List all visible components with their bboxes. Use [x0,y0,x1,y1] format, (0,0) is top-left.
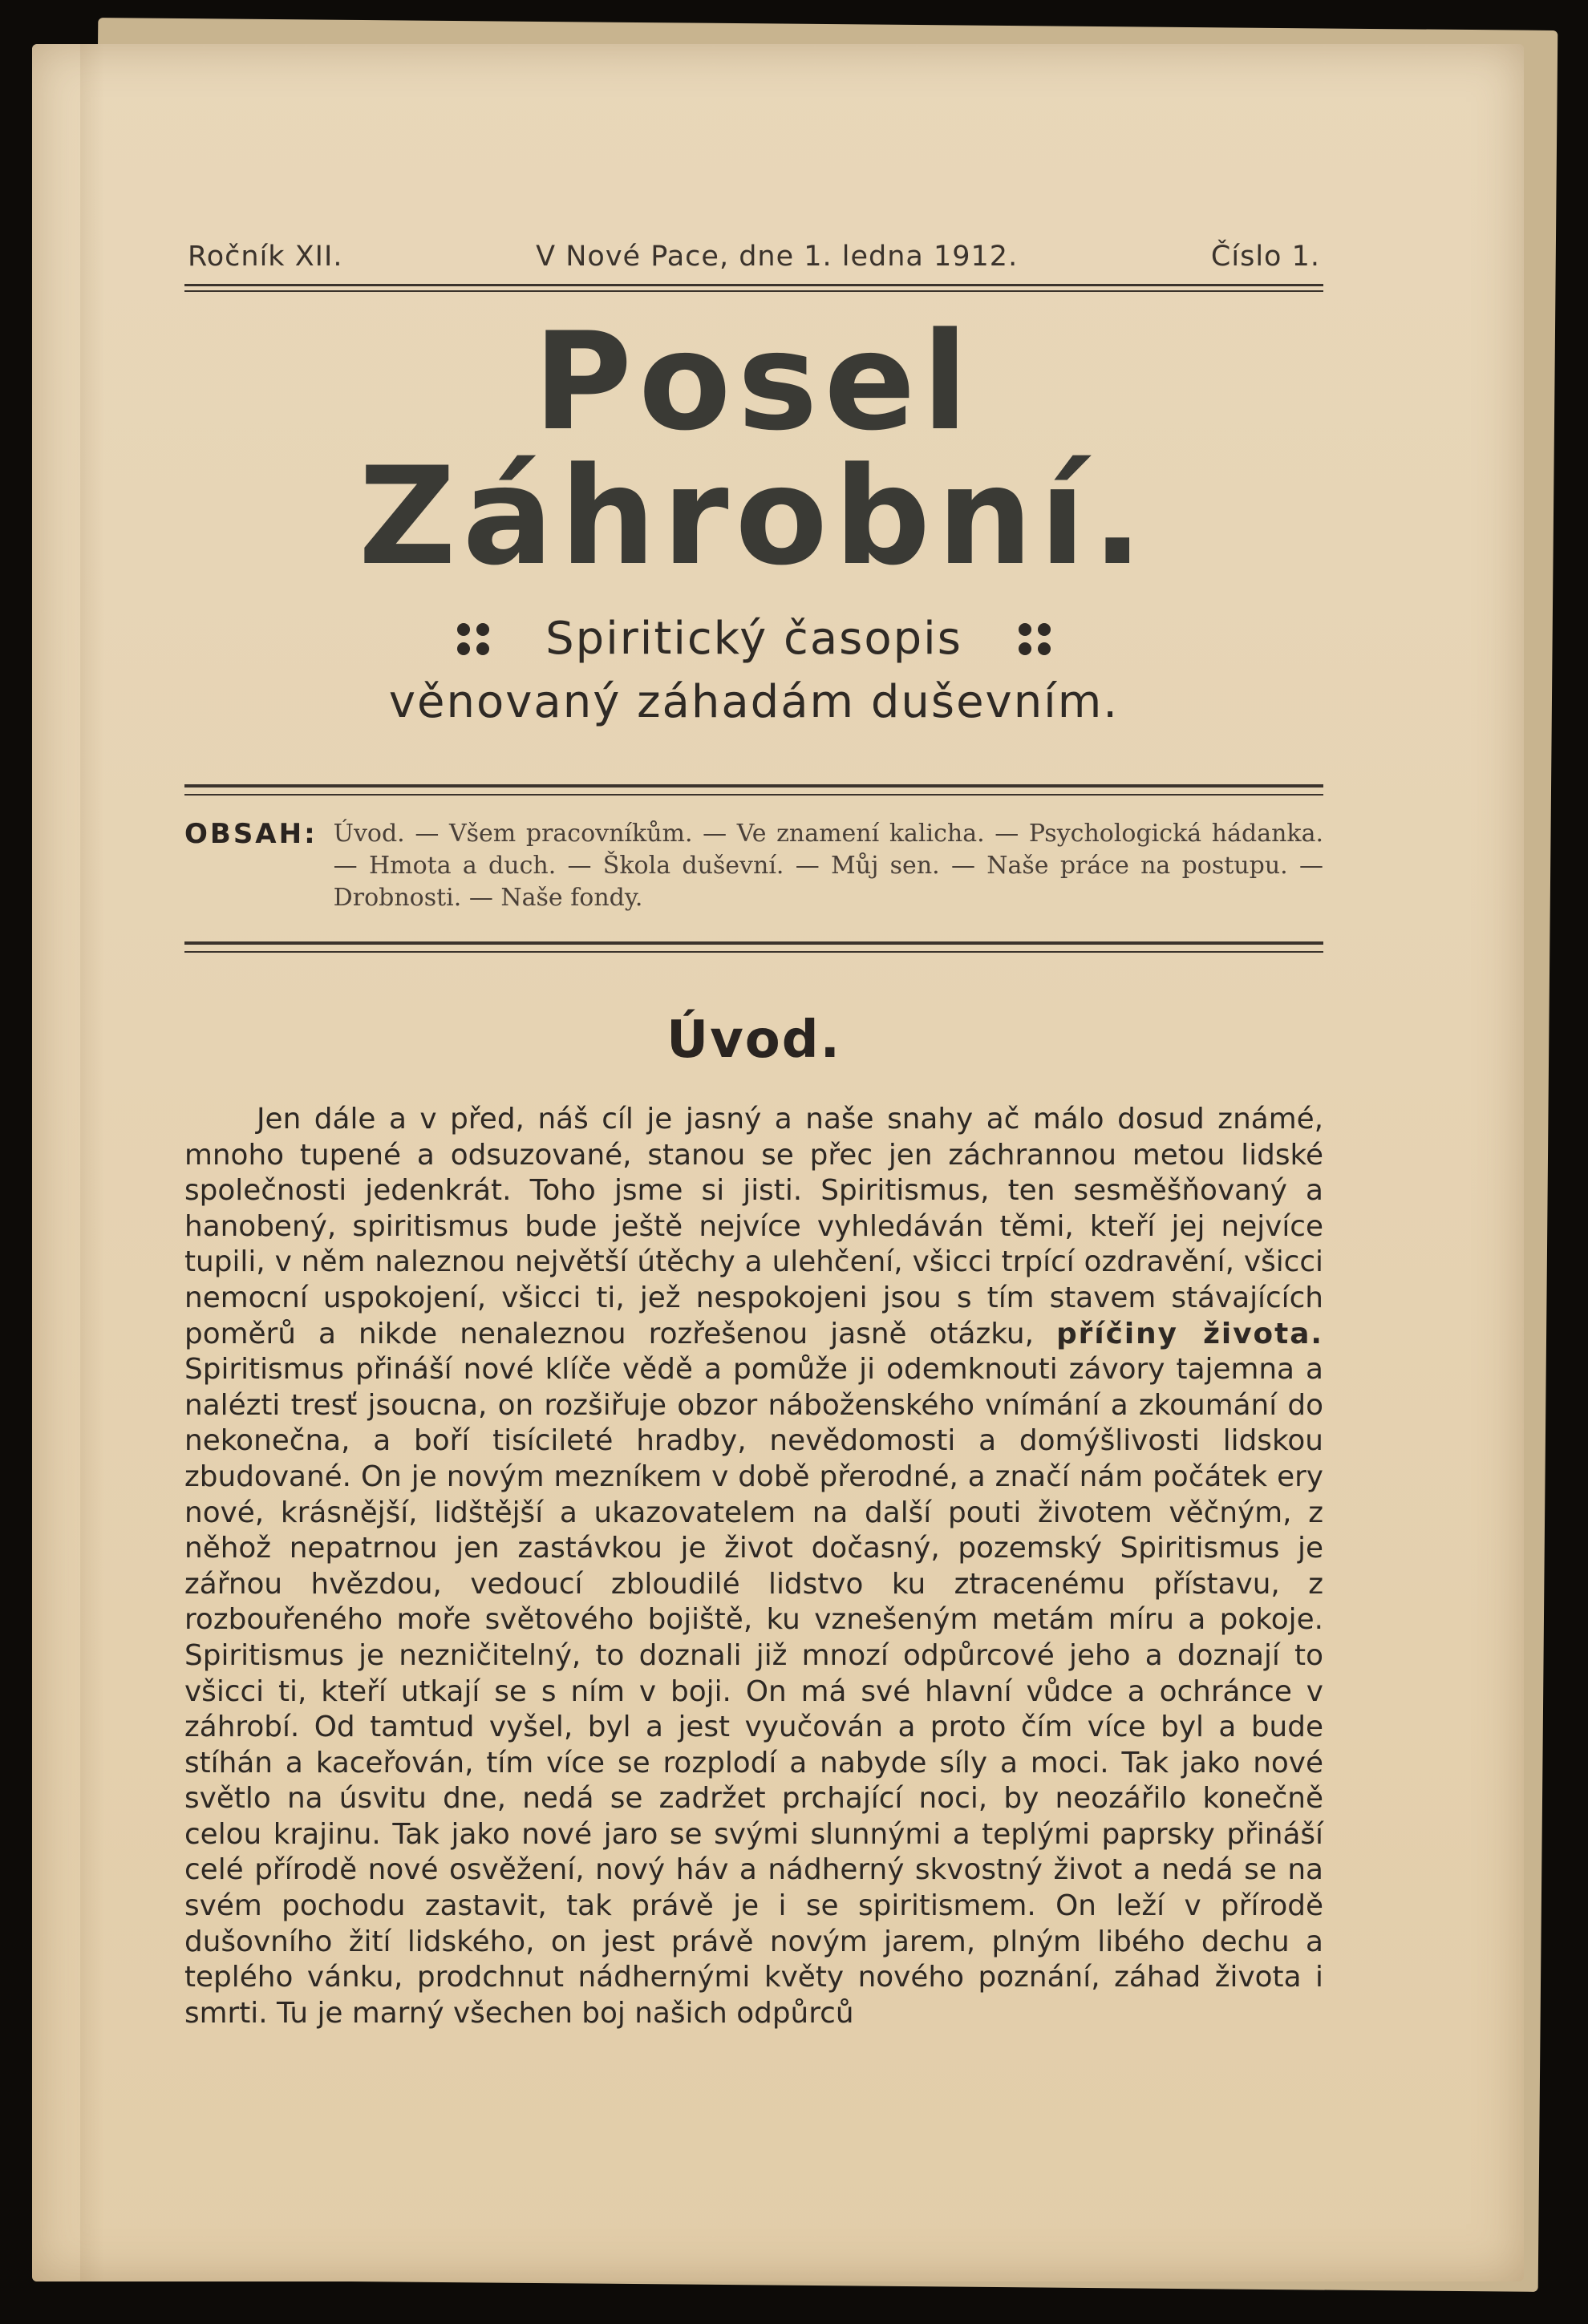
subtitle-row [184,613,1323,665]
ornament-icon [1019,623,1051,655]
place-date: V Nové Pace, dne 1. ledna 1912. [536,241,1019,273]
article-bold-phrase: příčiny života. [1056,1317,1323,1350]
journal-title: Posel Záhrobní. [358,303,1150,595]
ornament-icon [457,623,489,655]
contents-rule [184,941,1323,953]
masthead-rule [184,284,1323,292]
article-text-before: Jen dále a v před, náš cíl je jasný a naše snahy ač málo dosud známé, mnoho tupené a odsuzované, stanou se přec jen záchrannou metou lidské společnosti jedenkrát. Toho jsme si jisti. Spiritismus, ten sesměšňovaný a hanobený, spiritismus bude ještě nejvíce vyhledáván těmi, kteří jej nejvíce tupili, v něm naleznou největší útěchy a ulehčení, všicci trpící ozdravění, všicci nemocní uspokojení, všicci ti, jež nespokojeni jsou s tím stavem stávajících poměrů a nikde nenaleznou rozřešenou jasně otázku, [184,1103,1323,1350]
header-rule [184,784,1323,796]
article-body [184,1102,1323,2031]
subtitle-line-2: věnovaný záhadám duševním. [388,676,1120,728]
masthead [184,241,1323,284]
article-text-after: Spiritismus přináší nové klíče vědě a pomůže ji odemknouti závory tajemna a nalézti tresť jsoucna, on rozšiřuje obzor náboženského vnímání a zkoumání do nekonečna, a boří tisícileté hradby, nevědomosti a domýšlivosti lidskou zbudované. On je novým mezníkem v době přerodné, a značí nám počátek ery nové, krásnější, lidštější a ukazovatelem na další pouti životem věčným, z něhož nepatrnou jen zastávkou je život dočasný, pozemský Spiritismus je zářnou hvězdou, vedoucí zbloudilé lidstvo ku ztracenému přístavu, z rozbouřeného moře světového bojiště, ku vznešeným metám míru a pokoje. Spiritismus je nezničitelný, to doznali již mnozí odpůrcové jeho a doznají to všicci ti, kteří utkají se s ním v boji. On má své hlavní vůdce a ochránce v záhrobí. Od tamtud vyšel, byl a jest vyučován a proto čím více byl a bude stíhán a kaceřován, tím více se rozplodí a nabyde síly a moci. Tak jako nové světlo na úsvitu dne, nedá se zadržet prchající noci, by neozářilo konečně celou krajinu. Tak jako nové jaro se svými slunnými a teplými paprsky přináší celé přírodě nové osvěžení, nový háv a nádherný skvostný život a nedá se na svém pochodu zastavit, tak právě je i se spiritismem. On leží v přírodě dušovního žití lidského, on jest právě novým jarem, plným libého dechu a teplého vánku, prodchnut nádhernými květy nového poznání, záhad života i smrti. Tu je marný všechen boj našich odpůrců [184,1353,1323,2030]
volume-label: Ročník XII. [188,241,343,273]
subtitle-line-1: Spiritický časopis [545,613,962,665]
contents-text: Úvod. — Všem pracovníkům. — Ve znamení kalicha. — Psychologická hádanka. — Hmota a duch. — Škola duševní. — Můj sen. — Naše práce na postupu. — Drobnosti. — Naše fondy. [333,820,1323,912]
article-heading: Úvod. [666,1010,841,1070]
contents-block [184,818,1323,914]
journal-page [184,241,1323,2031]
issue-number: Číslo 1. [1210,241,1320,273]
contents-label: OBSAH: [184,818,318,850]
